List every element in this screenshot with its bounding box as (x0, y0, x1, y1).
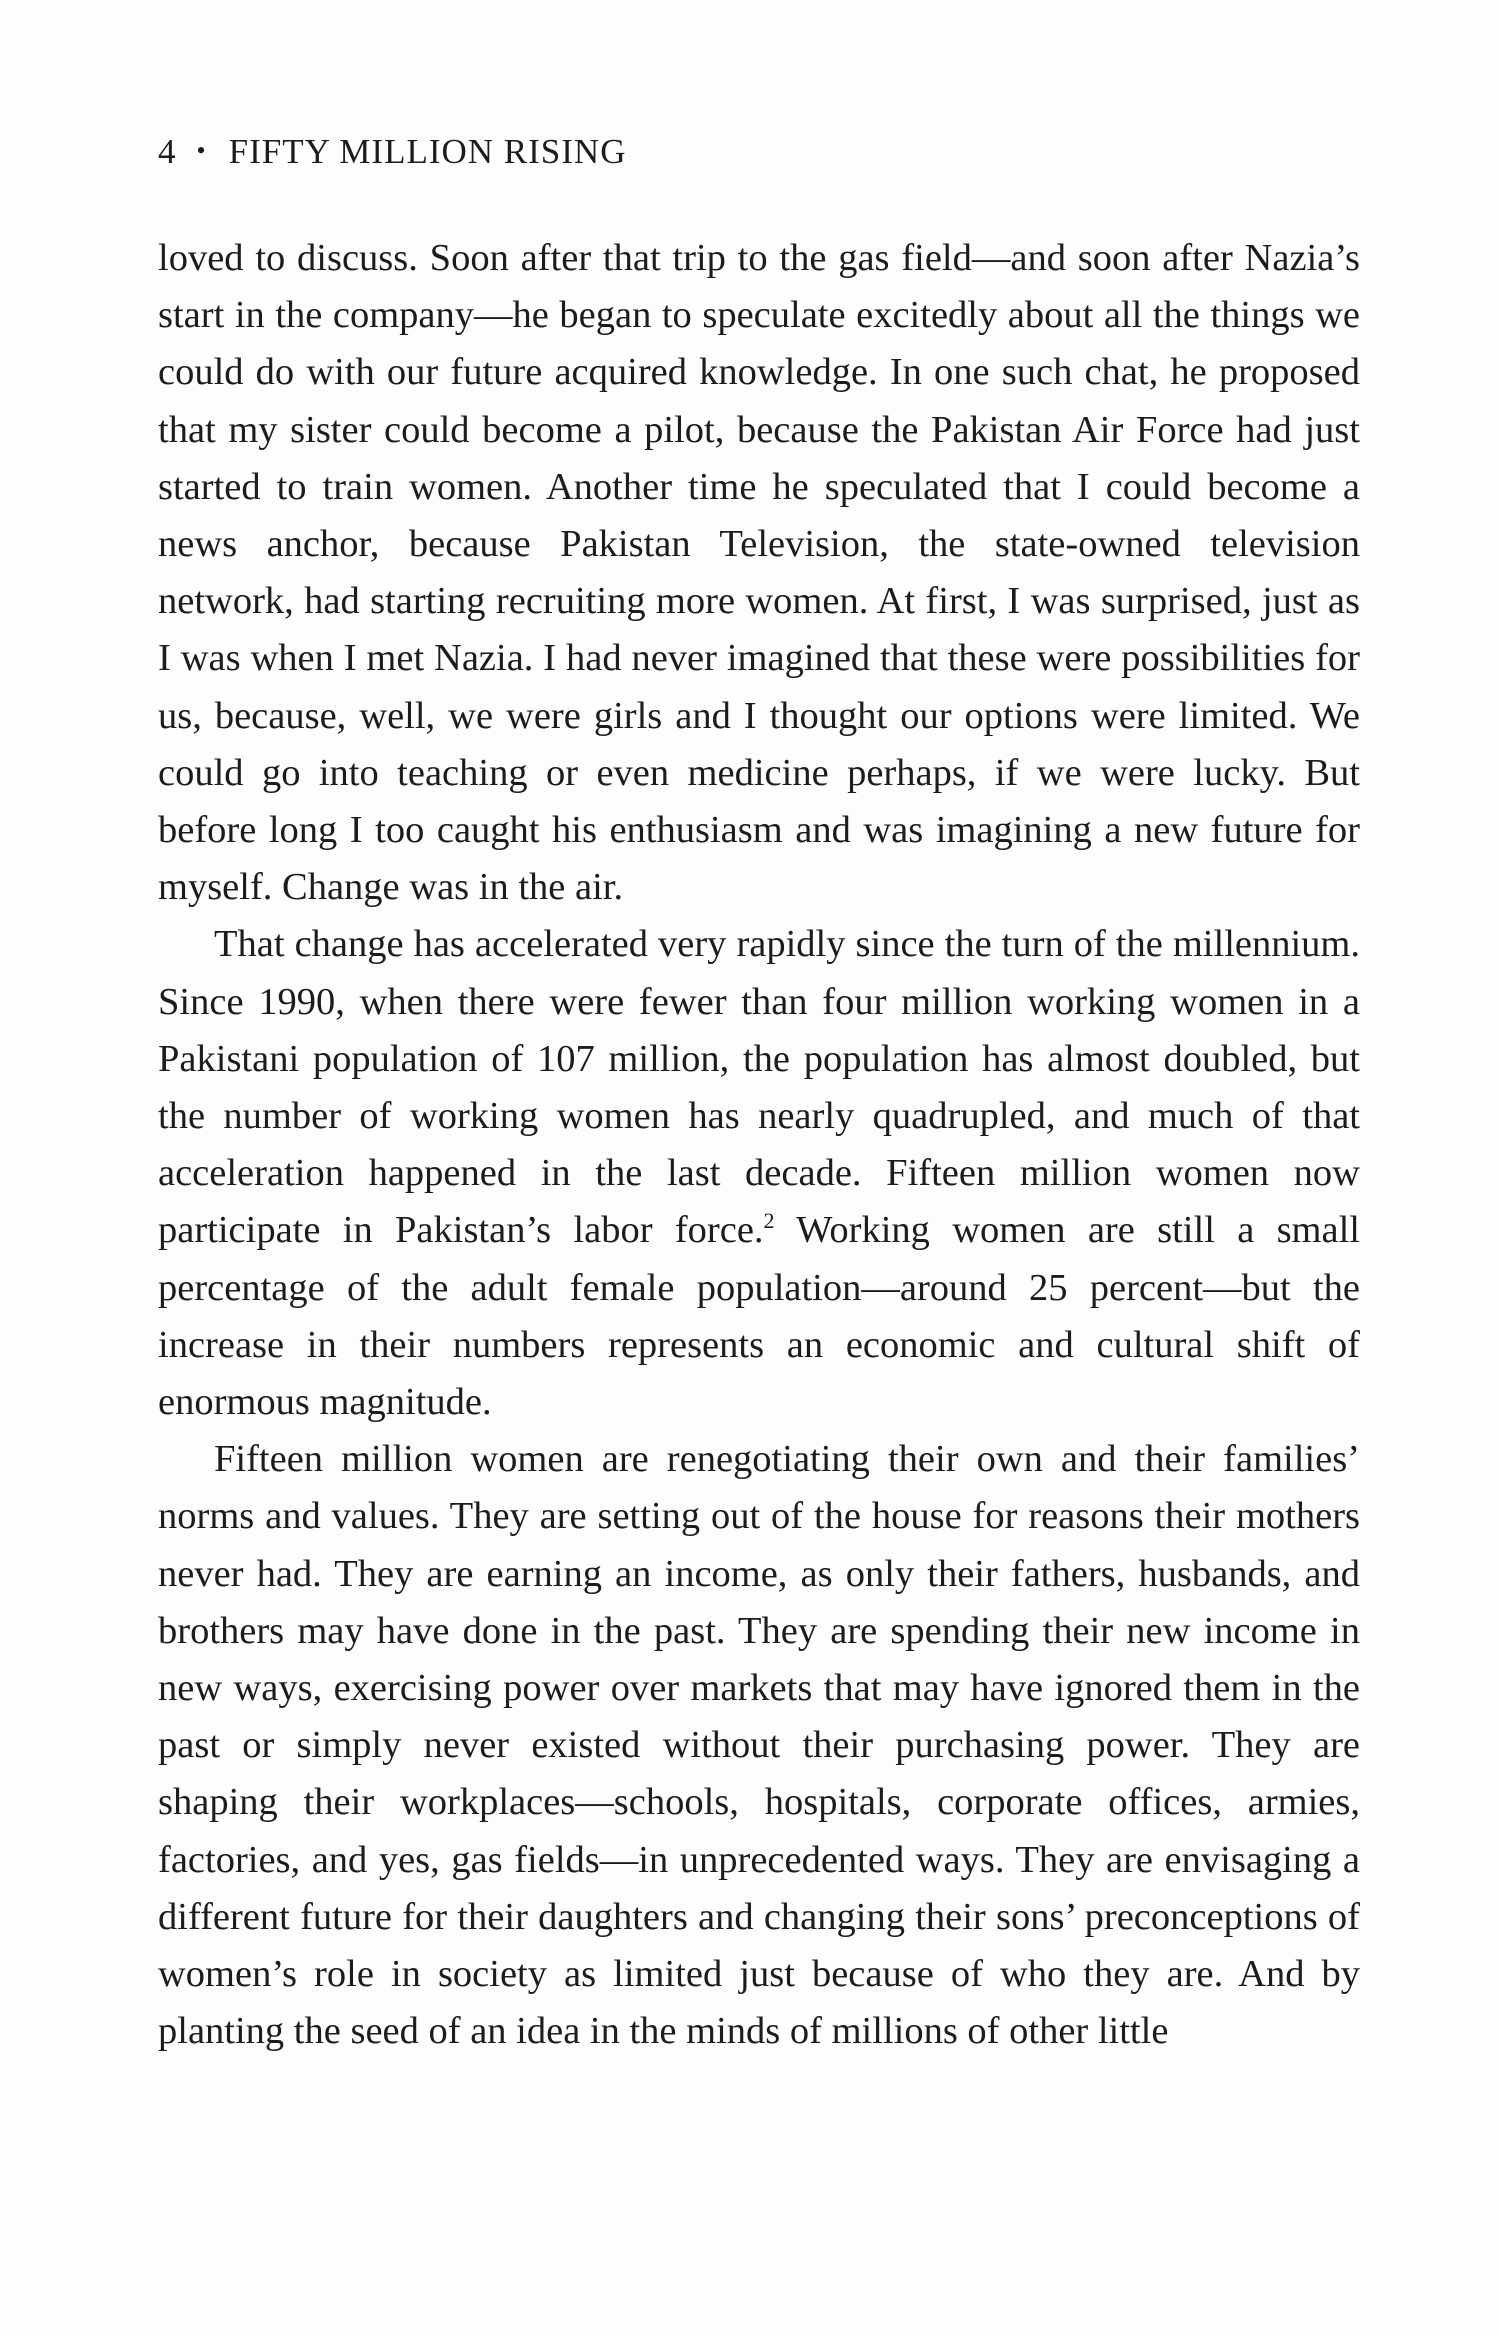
paragraph-1: loved to discuss. Soon after that trip to the gas field—and soon after Nazia’s start in the company—he began to speculate excitedly about all the things we could do with our future acquired knowledge. In one such chat, he proposed that my sister could become a pilot, because the Pakistan Air Force had just started to train women. Another time he speculated that I could become a news anchor, because Pakistan Television, the state-owned television network, had starting recruiting more women. At first, I was surprised, just as I was when I met Nazia. I had never imagined that these were possibilities for us, because, well, we were girls and I thought our options were limited. We could go into teaching or even medicine perhaps, if we were lucky. But before long I too caught his enthusiasm and was imagining a new future for myself. Change was in the air. (158, 237, 1360, 909)
paragraph-2-text-before-note: That change has accelerated very rapidly since the turn of the millennium. Since 1990, when there were fewer than four million working women in a Pakistani population of 107 million, the population has almost doubled, but the number of working women has nearly quadrupled, and much of that acceleration happened in the last decade. Fifteen million women now participate in Pakistan’s labor force. (158, 923, 1360, 1252)
paragraph-2-text-after-note: Working women are still a small percentage of the adult female population—around 25 percent—but the increase in their numbers represents an economic and cultural shift of enormous magnitude. (158, 1209, 1360, 1424)
endnote-marker[interactable]: 2 (763, 1208, 775, 1234)
page-number: 4 (158, 132, 177, 171)
book-title: FIFTY MILLION RISING (228, 132, 627, 171)
paragraph-2 (158, 916, 1360, 1431)
paragraph-3: Fifteen million women are renegotiating their own and their families’ norms and values. They are setting out of the house for reasons their mothers never had. They are earning an income, as only their fathers, husbands, and brothers may have done in the past. They are spending their new income in new ways, exercising power over markets that may have ignored them in the past or simply never existed without their purchasing power. They are shaping their workplaces—schools, hospitals, corporate offices, armies, factories, and yes, gas fields—in unprecedented ways. They are envisaging a different future for their daughters and changing their sons’ preconceptions of women’s role in society as limited just because of who they are. And by planting the seed of an idea in the minds of millions of other little (158, 1438, 1360, 2053)
header-separator: • (196, 136, 207, 165)
running-header (158, 134, 626, 169)
body-text (158, 230, 1360, 2061)
